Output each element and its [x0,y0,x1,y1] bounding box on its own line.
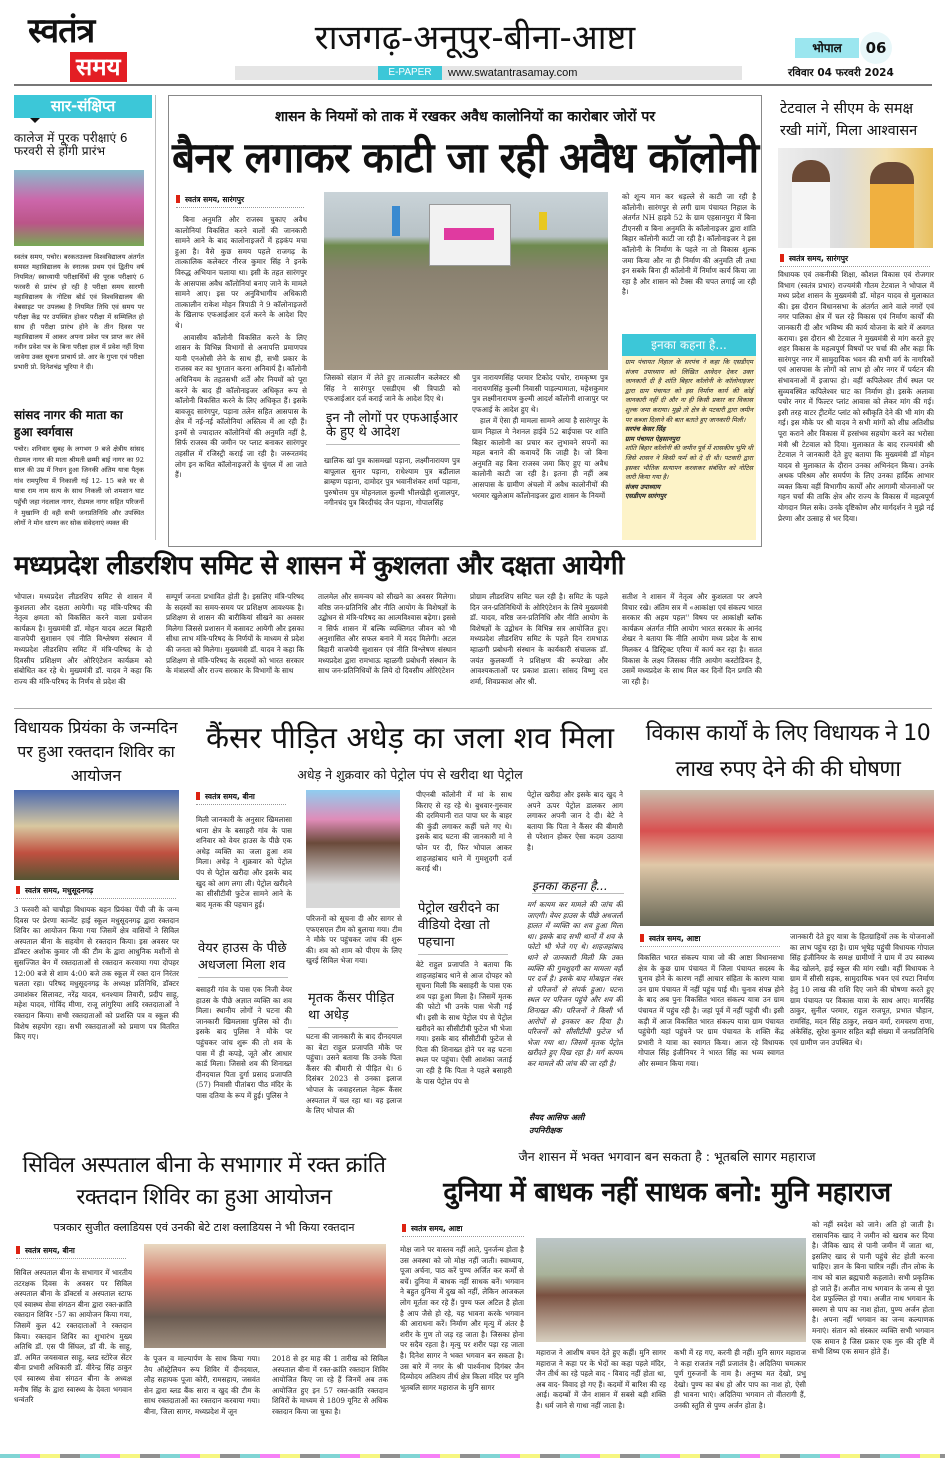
cancer-sub1: वेयर हाउस के पीछे अधजला मिला शव [198,940,288,978]
ashta-photo [640,790,934,926]
cancer-col1: मिली जानकारी के अनुसार खिमलासा थाना क्षेत्र के बसाहरी गांव के पास शनिवार को वेयर हाउस के पीछे एक अधेड़ व्यक्ति का जला हुआ शव मिला। अधेड़ ने शुक्रवार को पेट्रोल पंप से पेट्रोल खरीदा और इसके बाद खुद को आग लगा ली। पेट्रोल खरीदने का सीसीटीवी फुटेज सामने आने के बाद मृतक की पहचान हुई। [196,815,292,909]
right1-body: विधायक एवं तकनीकी शिक्षा, कौशल विकास एवं रोजगार विभाग (स्वतंत्र प्रभार) राज्यमंत्री गौतम टेटवाल ने भोपाल में मध्य प्रदेश शासन के मुख्यमंत्री डॉ. मोहन यादव से मुलाकात की। इस दौरान विधानसभा के अंतर्गत आने वाले नगरों एवं नगर पालिका क्षेत्र में चल रहे विकास एवं निर्माण कार्यों की जानकारी दी और भविष्य की कार्य योजना के बारे में अवगत कराया। इस दौरान श्री टेटवाल ने मुख्यमंत्री से मांग करते हुए शहर विकास के महत्वपूर्ण विषयों पर चर्चा की और कहा कि सारंगपुर नगर में सामुदायिक भवन की सभी वर्ग के नागरिकों एवं आसपास के लोगों को लाभ हो और नगर में पर्यटन की संभावनाओं में इजाफा हो। वहीं कपिलेश्वर तीर्थ स्थल पर सुव्यवस्थित कपिलेश्वर घाट का निर्माण हो। इसके अलावा पचोर नगर में फिल्टर प्लांट आवास को लेकर मांग की गई। इसी तरह वाटर ट्रीटमेंट प्लांट को स्वीकृति देने की भी मांग की गई। इस मौके पर श्री यादव ने सभी मांगों को शीघ्र अतिशीघ्र पूरा कराने और विकास में हरसंभव सहयोग करने का भरोसा मंत्री श्री टेटवाल को दिया। मुलाकात के बाद राज्यमंत्री श्री टेटवाल ने जानकारी देते हुए बताया कि मुख्यमंत्री डॉ मोहन यादव से मुलाकात के दौरान उनका अभिनंदन किया। उनके अथक परिश्रम और समर्पण के लिए उनका हार्दिक आभार व्यक्त किया वहीं विभागीय कार्यों और आगामी योजनाओं पर गहन चर्चा की ताकि क्षेत्र और राज्य के विकास में महत्वपूर्ण योगदान मिल सके। उनके दृष्टिकोण और मार्गदर्शन ने मुझे नई प्रेरणा और उत्साह से भर दिया। [778,270,934,523]
lead2-col2: सम्पूर्ण जनता प्रभावित होती है। इसलिए मंत्रि-परिषद के सदस्यों का समय-समय पर प्रशिक्षण आवश्यक है। प्रशिक्षण से शासन की बारीकियां सीखने का अवसर मिलेगा जिससे प्रशासन में कसावट आयेगी और इसका सीधा लाभ मंत्रि-परिषद के निर्णयों के माध्यम से प्रदेश की जनता को मिलेगा। मुख्यमंत्री डॉ. यादव ने कहा कि प्रशिक्षण से मंत्रि-परिषद के सदस्यों को भारत सरकार के मंत्रालयों और राज्य सरकार के विभागों के साथ [166,592,304,676]
divider [14,708,932,709]
lead-headline-wrap [172,134,758,184]
bina-col1: सिविल अस्पताल बीना के सभागार में भारतीय तटरक्षक दिवस के अवसर पर सिविल अस्पताल बीना के डॉक्टर्स व अस्पताल स्टाफ एवं स्वास्थ्य सेवा संगठन बीना द्वारा रक्त-क्रांति रक्तदान शिविर -57 का आयोजन किया गया, जिसमें कुल 42 रक्तदाताओं ने रक्तदान किया। रक्तदान शिविर का शुभारंभ मुख्य अतिथि डॉ. एस पी सिंघल, डॉ वी. के साहू, डॉ. अमित जयसवाल साहू, ब्लड स्टोरेज सेंटर बीना प्रभारी अधिकारी डॉ. वीरेन्द्र सिंह ठाकुर एवं स्वास्थ्य सेवा संगठन बीना के अध्यक्ष मनीष सिंह के द्वारा स्वास्थ्य के देवता भगवान धन्वंतरि [14,1268,132,1405]
sig1-name: सरपंच केसर सिंह [625,425,666,434]
lead-col1 [175,215,307,537]
lead-kicker: शासन के नियमों को ताक में रखकर अवैध कालोनियों का कारोबार जोरों पर [274,109,656,125]
lead-subhead: इन नौ लोगों पर एफआईआर के हुए थे आदेश [326,412,460,445]
quote2: शांति बिहार कॉलोनी की जमीन पूर्व में शासकीय भूमि थी जिसे शासन ने किसी फर्म को दे दी थी। पटवारी द्वारा इसका भौतिक सत्यापन करवाकर संबंधित को नोटिस जारी किया गया है। [625,444,753,482]
muni-kicker: जैन शासन में भक्त भगवान बन सकता है : भूतबलि सागर महाराज [518,1149,816,1164]
bina-col3: 2018 से हर माह की 1 तारीख को सिविल अस्पताल बीना में रक्त-क्रांति रक्तदान शिविर आयोजित किए जा रहे हैं जिनमें अब तक आयोजित हुए इन 57 रक्त-क्रांति रक्तदान शिविरों के माध्यम से 1809 यूनिट से अधिक रक्तदान किया जा चुका है। [272,1354,388,1416]
college-photo [14,170,144,246]
cancer-col3: पीएनबी कॉलोनी में मां के साथ किराए से रह रहे थे। बुधवार-गुरुवार की दरमियानी रात पापा घर के बाहर की कुंडी लगाकर कहीं चले गए थे। इसके बाद घटना की जानकारी मां ने फोन पर दी, फिर भोपाल आकर शाहजहांबाद थाने में गुमशुदगी दर्ज कराई थी। [416,790,512,874]
birthday-headline: विधायक प्रियंका के जन्मदिन पर हुआ रक्तदान शिविर का आयोजन [14,718,178,785]
cancer-col4: पेट्रोल खरीदा और इसके बाद खुद ने अपने ऊपर पेट्रोल डालकर आग लगाकर अपनी जान दे दी। बेटे ने बताया कि पिता ने कैंसर की बीमारी से परेशान होकर ऐसा कदम उठाया है। [527,790,623,852]
muni-col2: महाराज ने आशीष वचन देते हुए कहीं। मुनि सागर महाराज ने कहा पर के भेदों का कहा पहले मंदिर, जैन तीर्थ का रहे पहले वाद - विवाद नहीं होता था, अब वाद- विवाद हो गए हैं। कदमों में बारिश की रह आई। कदम्बों में जैन शासन में सबसे बड़ी शक्ति है। धर्म जाने से गाधा नहीं जाता है। [536,1348,666,1410]
quote-box-title: इनका कहना है... [622,334,756,356]
arrow-down-icon [30,118,40,123]
sig1-title: ग्राम पंचायत ऐहसानपुरा [625,434,680,443]
lead-headline: बैनर लगाकर काटी जा रही अवैध कॉलोनी [172,133,759,182]
sig2-name: संजय उपाध्याय [625,482,661,491]
cancer-sig-name: सैयद आसिफ अली [529,1113,585,1122]
cancer-col2b: घटना की जानकारी के बाद दीनदयाल का बेटा राहुल प्रजापति मौके पर पहुंचा। उसने बताया कि उनके पिता कैंसर की बीमारी से पीड़ित थे। 6 दिसंबर 2023 से उनका इलाज भोपाल के जवाहरलाल नेहरू कैंसर अस्पताल में चल रहा था। वह इलाज के लिए भोपाल की [306,1032,402,1116]
ashta-headline: विकास कार्यों के लिए विधायक ने 10 लाख रुपए देने की की घोषणा [645,721,931,782]
banner-stripe [444,228,494,240]
person-left [792,160,830,248]
page-number: 06 [860,32,892,64]
muni-col3: कभी में रह गए, करनी ही नहीं। मुनि सागर महाराज ने कहा राजतंत्र नहीं प्रजातंत्र है। अदितिया चमत्कार पूर्ण गुरुजनों के नाम है। अनुष्य मत देखो, प्रभु देखो। पुण्य का बंध हो और पाप का नाश हो, ऐसी ही भावना भाएं। अदितिया भगवान तो वीतरागी हैं, उनकी स्तुति से पुण्य अर्जन होता है। [674,1348,806,1410]
brief1-headline: कालेज में पूरक परीक्षाएं 6 फरवरी से होंगी प्रारंभ [14,131,128,159]
epaper-label: E-PAPER [378,66,442,80]
para: हाल में ऐसा ही मामला सामने आया है सारंगपुर के ग्राम निहाल मे नेशनल हाईवे 52 बाईपास पर शांति बिहार कालोनी का प्रचार कर लुभावने सपनों का महल बनाने की कवायदें कि जाही है। जो बिना अनुमति वह बिना राजस्व जमा किए हुए या अवैध कालोनी काटी जा रही है। इतना ही नहीं अब आसपास के ग्रामीण अंचलो में अवैध कालोनीयों की भरमार खुलेआम कॉलोनाइजर द्वारा शासन के नियमों [472,416,608,500]
bina-kicker: पत्रकार सुजीत क्लाडियस एवं उनकी बेटे टाश क्लाडियस ने भी किया रक्तदान [53,1221,355,1234]
column-rule [155,95,156,540]
cancer-col3b: बेटे राहुल प्रजापति ने बताया कि शाहजहांबाद थाने से आज दोपहर को सूचना मिली कि बसाहरी के पास एक शव पड़ा हुआ मिला है। जिसमें मृतक की फोटो भी उनके पास भेजी गई थी। इसी के साथ पेट्रोल पंप से पेट्रोल खरीदने का सीसीटीवी फुटेज भी भेजा गया। इसके बाद सीसीटीवी फुटेज से पिता की शिनाख्त होने पर वह घटना स्थल पर पहुंचा। ऐसी आशंका जताई जा रही है कि पिता ने पहले बसाहरी के पास पेट्रोल पंप से [416,960,512,1086]
city-badge: भोपाल [795,38,859,58]
cancer-kicker: अधेड़ ने शुक्रवार को पेट्रोल पंप से खरीदा था पेट्रोल [297,767,523,782]
color-registration-strip [0,1454,945,1458]
ashta-col2: जानकारी देते हुए यात्रा के हितग्राहियों तक के योजनाओं का लाभ पहुंच रहा है। ग्राम भूषेड़ पहुंची विधायक गोपाल सिंह इंजीनियर के समक्ष ग्रामीणों ने ग्राम में उप स्वास्थ्य केंद्र खोलने, हाई स्कूल की मांग रखी। वहीं विधायक ने ग्राम में सीसी सड़क, सामुदायिक भवन एवं रपटा निर्माण हेतु 10 लाख की राशि दिए जाने की घोषणा करते हुए ग्राम पंचायत पर विकास यात्रा के साथ आए। मानसिंह ठाकुर, सुनील परमार, राहुल राजपूत, प्रभात चौहान, रामसिंह, मदन सिंह ठाकुर, लखन वर्मा, रामचरण राणा, अंकेसिंह, सुरेश कुमार सहित बड़ी संख्या में जनप्रतिनिधि एवं ग्रामीण जन उपस्थित थे। [790,932,934,1047]
lead-kicker-wrap [172,110,758,128]
lead-col4: को शून्य मान कर धड़ल्ले से काटी जा रही है कॉलोनी। सारंगपुर से लगी ग्राम पंचायत निहाल के अंतर्गत NH हाइवे 52 के ग्राम एहसानपुरा में बिना टीएनसी व बिना अनुमति के कॉलोनाइजर द्वारा शांति बिहार कॉलोनी काटी जा रही है। कॉलोनाइजर ने इस कॉलोनी के निर्माण के पहले ना तो विकास शुल्क जमा किया और ना ही निर्माण की अनुमति ली तथा इन सबके बिना ही कॉलोनी में निर्माण कार्य किया जा रहा है और शासन को टैक्स की चपत लगाई जा रही है। [622,192,756,297]
cancer-byline: स्वतंत्र समय, बीना [196,792,286,805]
birthday-byline: स्वतंत्र समय, मधुसूदनगढ़ [16,886,176,899]
blood-camp-photo [14,790,179,880]
bina-camp-photo [144,1244,386,1348]
right1-headline: टेटवाल ने सीएम के समक्ष रखी मांगें, मिला आश्वासन [780,101,918,139]
briefs-header: सार-संक्षिप्त [14,95,152,118]
brief1-body: स्वतंत्र समय, पचोर। बरकतउल्ला विश्वविद्यालय अंतर्गत समस्त महाविद्यालय के स्नातक प्रथम एवं द्वितीय वर्ष नियमित/ स्वाध्यायी परीक्षार्थियों की पूरक परीक्षाएं 6 फरवरी से प्रारंभ हो रही है परीक्षा समय सारणी महाविद्यालय के नोटिस बोर्ड एवं विश्वविद्यालय की वेबसाइट पर उपलब्ध है नियमित तिथि एवं समय पर परीक्षा केंद्र पर उपस्थित होकर परीक्षा में सम्मिलित हो साथ ही परीक्षा प्रारंभ होने के तीन दिवस पर महाविद्यालय में आकर अपना प्रवेश पत्र प्राप्त कर लेवें नवीन प्रवेश पत्र के बिना परीक्षा हाल में प्रवेश नहीं दिया जावेगा उक्त सूचना प्राचार्य प्रो. आर के गुप्ता एवं परीक्षा प्रभारी प्रो. दिनेशचंद्र भूरिया ने दी। [14,253,144,371]
lead-col2: जिसको संज्ञान में लेते हुए तात्कालीन कलेक्टर श्री सिंह ने सारंगपुर एसडीएम श्री त्रिपाठी को एफआईआर दर्ज कराई जाने के आदेश दिए थे। [324,373,460,404]
cancer-col1b: बसाहरी गांव के पास एक निजी वेयर हाउस के पीछे अज्ञात व्यक्ति का शव मिला। स्थानीय लोगों ने घटना की जानकारी खिमलासा पुलिस को दी। इसके बाद पुलिस ने मौके पर पहुंचकर जांच शुरू की तो शव के पास में ही कपड़े, जूते और आधार कार्ड मिला। जिससे शव की शिनाख्त दीनदयाल पिता दुर्गा प्रसाद प्रजापति (57) निवासी पीतांबरा पीठ मंदिर के पास दतिया के रूप में हुई। पुलिस ने [196,985,292,1100]
lead2-col5: सतीश ने शासन में नेतृत्व और कुशलता पर अपने विचार रखे। अंतिम सत्र में «आकांक्षा एवं संकल्प भारत सरकार की अहम पहल'' विषय पर आकांक्षी ब्लॉक कार्यक्रम अंतर्गत नीति आयोग भारत सरकार के आनंद शेखर ने बताया कि नीति आयोग मध्य प्रदेश के साथ मिलकर 4 डिस्ट्रिक्ट एरिया में कार्य कर रहा है। सतत विकास के लक्ष्य जिसका नीति आयोग कस्टोडियन है, उसमें मध्यप्रदेश के साथ मिल कर दिनों दिन प्रगति की जा रही है। [622,592,762,686]
logo-top: स्वतंत्र [28,11,95,51]
bina-headline: सिविल अस्पताल बीना के सभागार में रक्त क्रांति रक्तदान शिविर का हुआ आयोजन [22,1153,386,1210]
masthead-logo[interactable] [28,12,152,84]
sig2-title: एसडीएम सारंगपुर [625,492,666,501]
cancer-quote: मर्ग कायम कर मामले की जांच की जाएगी। वेयर हाउस के पीछे अधजली हालत में व्यक्ति का शव हुआ मिला था। इसके बाद सभी थानों में शव के फोटो भी भेजे गए थे। शाहजहांबाद थाने से जानकारी मिली कि उक्त व्यक्ति की गुमशुदगी का मामला वहीं पर दर्ज है। इसके बाद मोबाइल नंबर से परिजनों से संपर्क हुआ। घटना स्थल पर परिजन पहुंचे और शव की शिनाख्त की। परिजनों ने किसी भी आरोपों से इनकार कर दिया है। परिजनों को सीसीटीवी फुटेज भी भेजा गया था। जिसमें मृतक पेट्रोल खरीदते हुए दिख रहा है। मर्ग कायम कर मामले की जांच की जा रही है। [527,900,623,1068]
bina-byline: स्वतंत्र समय, बीना [16,1246,126,1259]
muni-byline: स्वतंत्र समय, आष्टा [402,1224,524,1237]
lead-col3 [472,373,608,538]
para: पुत्र नारायणसिंह परमार टिकोद पचोर, रामकृष्ण पुत्र नारायणसिंह कुल्मी निवासी पाड़ल्यामाता, महेशकुमार पुत्र लक्ष्मीनारायण कुल्मी आदर्श कॉलोनी शाजापुर पर एफआई के आदेश हुए थे। [472,373,608,414]
lead2-col4: प्रोग्राम लीडरशिप समिट चल रही है। समिट के पहले दिन जन-प्रतिनिधियों के ओरिएंटेशन के लिये मुख्यमंत्री डॉ. यादव, वरिष्ठ जन-प्रतिनिधि और नीति आयोग के विशेषज्ञों के उद्बोधन के विभिन्न सत्र आयोजित हुए। मध्यप्रदेश लीडरशिप समिट के पहले दिन रामभाऊ म्हाळगी प्रबोधनी संस्थान के कार्यकारी संचालक डॉ. जयंत कुलकर्णी ने प्रशिक्षण की रूपरेखा और आवश्यकताओं पर प्रकाश डाला। सांसद विष्णु दत्त शर्मा, शिवप्रकाश और श्री. [470,592,608,686]
cm-meeting-photo [778,148,933,248]
website-link[interactable]: www.swatantrasamay.com [448,67,578,79]
para: बिना अनुमति और राजस्व चुकाए अवैध कालोनियां विकसित करने वालों की जानकारी सामने आने के बाद कालोनाइजरों में हड़कंप मचा हुआ है। वैसे कुछ समय पहले राजगढ़ के तात्कालिक कलेक्टर नीरज कुमार सिंह ने इनके विरुद्ध अभियान चलाया था। इसी के तहत सारंगपुर के आसपास अवैध कॉलोनियां बनाए जाने के मामले सामने आए। इस पर अनुविभागीय अधिकारी तात्कालीन राकेश मोहन त्रिपाठी ने 9 कॉलोनाइजरों के खिलाफ एफआईआर दर्ज करने के आदेश दिए थे। [175,215,307,330]
ashta-byline: स्वतंत्र समय, आष्टा [640,934,780,947]
muni-photo [536,1238,806,1342]
para: आवासीय कॉलोनी विकसित करने के लिए शासन के विभिन्न विभागों से अनापत्ति प्रमाणपत्र यानी एनओसी लेने के साथ ही, सभी प्रकार के राजस्व कर का भुगतान करना अनिवार्य है। कॉलोनी अधिनियम के तहतसभी शर्तें और नियमों को पूरा करने के बाद ही कॉलोनाइजर अधिकृत रूप से कॉलोनी विकसित करने के लिए अधिकृत हैं। इसके बावजूद सारंगपुर, पड़ाना तलेन सहित आसपास के क्षेत्र में नई-नई कॉलोनियां अस्तित्व में आ रही हैं। इनमें से ज्यादातर कॉलोनियों की अनुमति नहीं है, सिर्फ राजस्व की जमीन पर प्लाट बनाकर सारंगपुर तहसील में रजिस्ट्री कराई जा रही है। जरूरतमंद लोग इन कथित कॉलोनाइजरों के चुंगल में आ जाते हैं। [175,332,307,480]
muni-col4: को नहीं स्वदेश को जाने। अति हो जाती है। रासायनिक खाद ने जमीन को खराब कर दिया है। जैविक खाद से पानी जमीन में जाता था, इसलिए खाद से पानी पहुंचे सेट होती करना चाहिए। ज्ञान के बिना चारित्र नहीं। तीन लोक के नाथ को बाल ब्रह्मचारी कहलाते। सभी प्रकृतिक हो जाते हैं। अजीत नाथ भगवान के जन्म से पूरा देश प्रफुल्लित हो गया। अजीत नाथ भगवान के स्मरण से पाप का नाश होता, पुण्य अर्जन होता है। अपना नहीं भगवान का जन्म कल्याणक मनाएं। संतान को संस्कार व्यक्ति सभी भगवान एक समान है जिस प्रकार एक गुरु की दृष्टि में सभी शिष्य एक समान होते हैं। [812,1220,934,1357]
flag-yellow [539,212,547,230]
logo-bottom: समय [70,52,127,82]
issue-date: रविवार 04 फरवरी 2024 [788,67,894,79]
cancer-sub3: पेट्रोल खरीदने का वीडियो देखा तो पहचाना [418,900,508,955]
ashta-col1: विकसित भारत संकल्प यात्रा जो की आष्टा विधानसभा क्षेत्र के कुछ ग्राम पंचायत में जिला पंचायत सदस्य के चुनाव होने के कारण नहीं आचार संहिता के कारण यात्रा उन ग्राम पंचायत में नहीं पहुंच पाई थी। चुनाव संपन्न होने के बाद अब पुनः विकसित भारत संकल्प यात्रा उन ग्राम पंचायत में पहुंच रही है। जहां पूर्व में नहीं पहुंची थी। इसी कड़ी में आज विकसित भारत संकल्प यात्रा ग्राम पंचायत पहुंचेगी यहां पहुंचने पर ग्राम पंचायत के शक्ति केंद्र प्रभारी ने यात्रा का स्वागत किया। आज रहे विधायक गोपाल सिंह इंजीनियर ने भारत सिंह का भव्य स्वागत और सम्मान किया गया। [638,953,784,1068]
muni-headline: दुनिया में बाधक नहीं साधक बनो: मुनि महाराज [443,1177,891,1208]
bina-col2: के पूजन व माल्यार्पण के साथ किया गया। तैय ऑस्ट्रेलियन रूप शिविर में दीनदयाल, लौह सहायक पूजा कोरी, रामसहाय, जसवंत सेन द्वारा ब्लड बैंक सारा व खुद की टीम के साथ रक्तदाताओं का रक्तदान करवाया गया। बीना, जिला सागर, मध्यप्रदेश में जून [144,1354,260,1416]
quote-box-body [622,356,756,504]
right1-byline: स्वतंत्र समय, सारंगपुर [780,254,930,267]
brief2-headline: सांसद नागर की माता का हुआ स्वर्गवास [14,408,123,439]
lead-col2b: खालिक खां पुत्र कासमखां पड़ाना, लक्ष्मीनारायण पुत्र बापूलाल सुनार पड़ाना, राधेश्याम पुत्र बद्रीलाल ब्राम्हण पड़ाना, दामोदर पुत्र भवानीशंकर शर्मा पड़ाना, पुरुषोत्तम पुत्र मोहनलाल कुल्मी भीलखेड़ी शुजालपुर, नगीनचंद पुत्र बिरदीचंद जैन पड़ाना, गोपालसिंह [324,456,460,508]
cancer-quote-title: इनका कहना है... [532,880,624,894]
quote1: ग्राम पंचायत निहाल के सरपंच ने कहा कि एसडीएम संजय उपाध्याय को लिखित आवेदन देकर उक्त जानकारी दी है शांति बिहार कॉलोनी के कॉलोनाइजर द्वारा ग्राम पंचायत को इस निर्माण कार्य की कोई जानकारी नहीं दी और ना ही किसी प्रकार का विकास शुल्क जमा कराया। मुझे तो क्षेत्र के पटवारी द्वारा जमीन पर कब्जा दिलाने की बात बताते हुए जानकारी मिली। [625,358,753,424]
brief2-body: पचोर। शनिवार सुबह के लगभग 9 बजे क्षेत्रीय सांसद रोडमल नागर की माता श्रीमती छम्मी बाई नागर का 92 साल की उम्र में निधन हुआ जिनकी अंतिम यात्रा पैतृक गांव रामपुरिया में निकाली गई 12- 15 बजे घर से यात्रा राम नाम सत्य के साथ निकली जो शमशान घाट पहुँची जहा नंदलाल नागर, रोडमल नागर सहित परिजनों ने मुखाग्नि दी वही सभी जनप्रतिनिधि और उपस्थित लोगों ने मोन धारण कर सोक संवेदनाएं व्यक्त की [14,445,144,528]
lead2-col1: भोपाल। मध्यप्रदेश लीडरशिप समिट से शासन में कुशलता और दक्षता आयेगी। यह मंत्रि-परिषद की नेतृत्व क्षमता को विकसित करने वाला प्रयोजन कार्यक्रम है। मुख्यमंत्री डॉ. मोहन यादव अटल बिहारी वाजपेयी सुशासन एवं नीति विश्लेषण संस्थान में मध्यप्रदेश लीडरशिप समिट में मंत्रि-परिषद के दो दिवसीय प्रशिक्षण और ओरिएंटेशन कार्यक्रम को संबोधित कर रहे थे। मुख्यमंत्री डॉ. यादव ने कहा कि राज्य की मंत्रि-परिषद के निर्णय से प्रदेश की [14,592,152,686]
cancer-col2: परिजनों को सूचना दी और सागर से एफएसएल टीम को बुलाया गया। टीम ने मौके पर पहुंचकर जांच की शुरू की। शव को शाम को पीएम के लिए खुरई सिविल भेजा गया। [306,914,402,966]
cancer-sig-title: उपनिरीक्षक [529,1126,562,1135]
quote-box [622,334,756,540]
lead-byline: स्वतंत्र समय, सारंगपुर [176,195,304,208]
muni-col1: मोक्ष जाने पर वास्तव नहीं आते, पुनर्जन्म होता है उस अवस्था को जो मोक्ष नहीं जाती। स्वाध्याय, पूजा अर्चना, पाठ करें पुण्य अर्जित कर कर्मों से बचें। दुनिया में बाधक नहीं साधक बनें। भगवान ने बहुत दुनिया में दुख को नहीं, लेकिन आजकल लोग मूर्तता कर रहे हैं। पुण्य फल अटिल है होता है आप जैसे हो रहे, यह भावना करके भगवान की आराधना करें। निर्माण और मृत्यु में अंतर है शरीर के गुण तो जड़ रह जाता है। जिसका होना पर सदैव रहता है। मृत्यु पर शरीर पड़ा रह जाता है। दिनेश सागर ने भक्त भगवान बन सकता है। उस बारे में नगर के श्री पार्श्वनाथ दिगंबर जैन दिव्योदय अतिशय तीर्थ क्षेत्र किला मंदिर पर मुनि भूतबलि सागर महाराज के मुनि सागर [400,1245,524,1392]
edition-title: राजगढ़-अनूपुर-बीना-आष्टा [314,18,636,58]
colony-photo [324,192,608,370]
masthead-divider [14,84,932,86]
victim-photo [306,790,400,908]
lead2-col3: तालमेल और समन्वय को सीखने का अवसर मिलेगा। वरिष्ठ जन-प्रतिनिधि और नीति आयोग के विशेषज्ञों के उद्बोधन से मंत्रि-परिषद का आत्मविश्वास बढ़ेगा। इससे न सिर्फ शासन में बल्कि व्यक्तिगत जीवन को भी अनुशासित और सफल बनाने में मदद मिलेगी। अटल बिहारी वाजपेयी सुशासन एवं नीति विश्लेषण संस्थान मध्यप्रदेश द्वारा रामभाऊ म्हाळगी प्रबोधनी संस्थान के साथ जन-प्रतिनिधियों के लिये दो दिवसीय ओरिएंटेशन [318,592,456,676]
cancer-sub2: मृतक कैंसर पीड़ित था अधेड़ [308,990,398,1028]
flag-blue [392,206,400,236]
person-right [870,162,914,248]
cancer-headline: कैंसर पीड़ित अधेड़ का जला शव मिला [205,721,615,756]
lead2-headline: मध्यप्रदेश लीडरशिप समिट से शासन में कुशलता और दक्षता आयेगी [14,551,624,581]
birthday-body: 3 फरवरी को चाचौड़ा विधायक बहन प्रियंका पेंची जी के जन्म दिवस पर प्रेरणा कान्वेंट हाई स्कूल मधुसूदनगढ़ द्वारा रक्तदान शिविर का आयोजन किया गया जिसमें क्षेत्र वासियों ने सिविल अस्पताल बीना के सहयोग से रक्तदान किया। इस अवसर पर डॉक्टर अशोक कुमार जी की टीम के द्वारा आधुनिक मशीनों से सुसज्जित बेन में रक्तदाताओं से रक्तदान करवाया गया दोपहर 12:00 बजे से शाम 4:00 बजे तक स्कूल में रक्त दान निरंतर चलता रहा। परिषद मधुसूदनगढ़ के अध्यक्ष प्रतिनिधि, डॉक्टर उमाशंकर सिलावट, नरेंद्र यादव, धनश्याम तिवारी, प्रदीप साहू, महेश यादव, गोविंद मीणा, राजू लांगुरिया आदि रक्तदाताओं ने रक्तदान किया। सभी रक्तदाताओं को प्रशस्ति पत्र व स्कूल की विशेष सहयोग रहा। सभी रक्तदाताओं को प्रमाण पत्र वितरित किए गए। [14,905,179,1042]
